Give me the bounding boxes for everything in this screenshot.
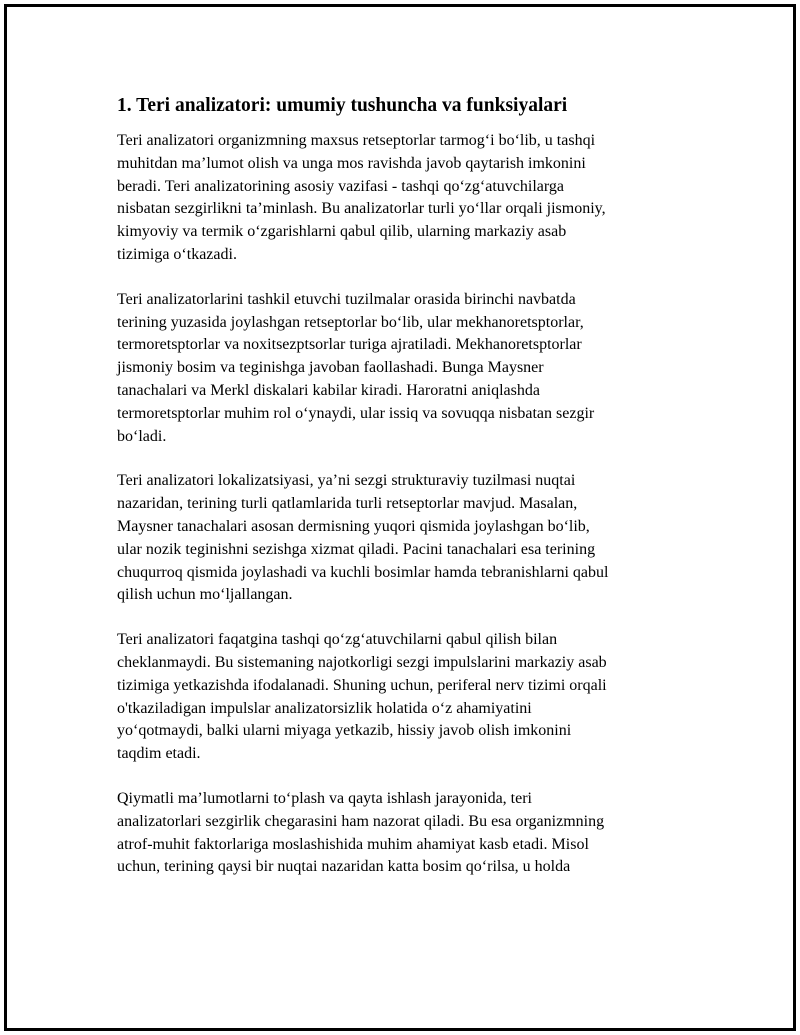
- paragraph-2: [117, 289, 692, 449]
- paragraph-5: [117, 788, 692, 879]
- text-line: termoretsptorlar muhim rol o‘ynaydi, ular issiq va sovuqqa nisbatan sezgir: [117, 404, 595, 422]
- text-line: qilish uchun mo‘ljallangan.: [117, 586, 293, 604]
- text-line: nisbatan sezgirlikni ta’minlash. Bu analizatorlar turli yo‘llar orqali jismoniy,: [117, 200, 606, 218]
- text-line: taqdim etadi.: [117, 745, 201, 763]
- text-line: muhitdan ma’lumot olish va unga mos ravishda javob qaytarish imkonini: [117, 154, 586, 172]
- text-line: bo‘ladi.: [117, 427, 167, 445]
- text-line: termoretsptorlar va noxitsezptsorlar turiga ajratiladi. Mekhanoretsptorlar: [117, 336, 582, 354]
- text-line: terining yuzasida joylashgan retseptorlar bo‘lib, ular mekhanoretsptorlar,: [117, 313, 584, 331]
- text-line: yo‘qotmaydi, balki ularni miyaga yetkazib, hissiy javob olish imkonini: [117, 722, 572, 740]
- document-body: [117, 94, 692, 901]
- text-line: Maysner tanachalari asosan dermisning yuqori qismida joylashgan bo‘lib,: [117, 517, 590, 535]
- text-line: tanachalari va Merkl diskalari kabilar kiradi. Haroratni aniqlashda: [117, 381, 540, 399]
- text-line: Teri analizatori faqatgina tashqi qo‘zg‘atuvchilarni qabul qilish bilan: [117, 631, 558, 649]
- section-title: 1. Teri analizatori: umumiy tushuncha va funksiyalari: [117, 95, 568, 116]
- text-line: tizimiga yetkazishda ifodalanadi. Shuning uchun, periferal nerv tizimi orqali: [117, 676, 607, 694]
- text-line: ular nozik teginishni sezishga xizmat qiladi. Pacini tanachalari esa terining: [117, 540, 596, 558]
- paragraph-3: [117, 470, 692, 607]
- paragraph-1: [117, 130, 692, 267]
- text-line: chuqurroq qismida joylashadi va kuchli bosimlar hamda tebranishlarni qabul: [117, 563, 609, 581]
- text-line: kimyoviy va termik o‘zgarishlarni qabul qilib, ularning markaziy asab: [117, 223, 567, 241]
- text-line: atrof-muhit faktorlariga moslashishida muhim ahamiyat kasb etadi. Misol: [117, 835, 589, 853]
- text-line: beradi. Teri analizatorining asosiy vazifasi - tashqi qo‘zg‘atuvchilarga: [117, 177, 565, 195]
- text-line: o'tkaziladigan impulslar analizatorsizlik holatida o‘z ahamiyatini: [117, 699, 532, 717]
- text-line: uchun, terining qaysi bir nuqtai nazaridan katta bosim qo‘rilsa, u holda: [117, 858, 571, 876]
- text-line: analizatorlari sezgirlik chegarasini ham nazorat qiladi. Bu esa organizmning: [117, 812, 605, 830]
- text-line: nazaridan, terining turli qatlamlarida turli retseptorlar mavjud. Masalan,: [117, 495, 578, 513]
- text-line: Qiymatli ma’lumotlarni to‘plash va qayta ishlash jarayonida, teri: [117, 789, 532, 807]
- text-line: jismoniy bosim va teginishga javoban faollashadi. Bunga Maysner: [117, 359, 544, 377]
- text-line: Teri analizatorlarini tashkil etuvchi tuzilmalar orasida birinchi navbatda: [117, 290, 576, 308]
- text-line: tizimiga o‘tkazadi.: [117, 245, 237, 263]
- text-line: Teri analizatori lokalizatsiyasi, ya’ni sezgi strukturaviy tuzilmasi nuqtai: [117, 472, 576, 490]
- paragraph-4: [117, 629, 692, 766]
- text-line: cheklanmaydi. Bu sistemaning najotkorligi sezgi impulslarini markaziy asab: [117, 653, 607, 671]
- text-line: Teri analizatori organizmning maxsus retseptorlar tarmog‘i bo‘lib, u tashqi: [117, 132, 596, 149]
